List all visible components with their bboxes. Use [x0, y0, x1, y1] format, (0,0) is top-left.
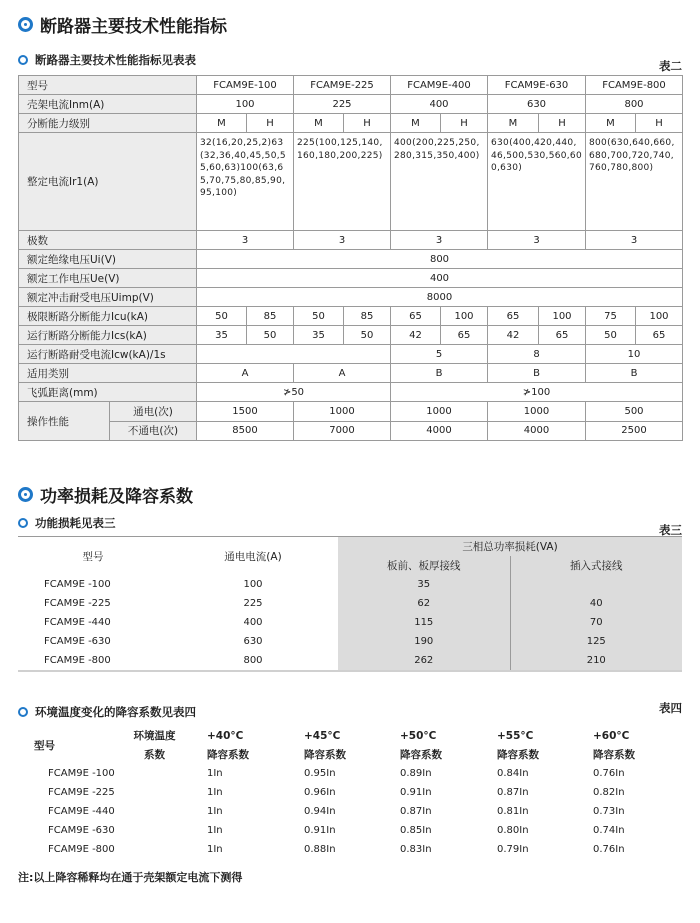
model-cell: FCAM9E -100	[44, 579, 111, 590]
footnote: 注:以上降容稀释均在通于壳架额定电流下测得	[18, 871, 243, 884]
row-label: 操作性能	[19, 402, 110, 440]
table2-label: 表二	[659, 59, 682, 73]
value-cell: 50	[344, 326, 391, 345]
power-loss-table	[18, 537, 682, 670]
row-label: 整定电流Ir1(A)	[19, 133, 197, 231]
header-factor: 降容系数	[304, 749, 346, 761]
value-cell: 1000	[488, 402, 586, 422]
value-cell: 32(16,20,25,2)63(32,36,40,45,50,55,60,63)100(63,65,70,75,80,85,90,95,100)	[197, 133, 294, 231]
value-cell: A	[197, 364, 294, 383]
circle-bullet-icon	[18, 487, 33, 502]
value-cell: 0.88In	[304, 844, 336, 855]
model-cell: FCAM9E -800	[44, 655, 111, 666]
value-cell: 65	[391, 307, 441, 326]
value-cell: 125	[510, 632, 682, 651]
value-cell: 630	[243, 636, 263, 647]
value-cell: 3	[391, 231, 488, 250]
model-cell: FCAM9E -100	[48, 768, 115, 779]
value-cell: 50	[247, 326, 294, 345]
value-cell: 65	[441, 326, 488, 345]
value-cell: M	[488, 114, 539, 133]
value-cell: 70	[510, 613, 682, 632]
table-row	[18, 651, 682, 670]
header-current: 通电电流(A)	[224, 550, 282, 563]
table-row	[19, 95, 683, 114]
table-row	[19, 114, 683, 133]
value-cell	[197, 345, 391, 364]
value-cell: 100	[539, 307, 586, 326]
section1-header	[18, 12, 227, 37]
value-cell: 4000	[391, 421, 488, 441]
header-factor: 降容系数	[400, 749, 442, 761]
row-label: 运行断路耐受电流Icw(kA)/1s	[19, 345, 197, 364]
model-cell: FCAM9E -440	[44, 617, 111, 628]
row-label: 壳架电流Inm(A)	[19, 95, 197, 114]
model-cell: FCAM9E-630	[488, 76, 586, 95]
header-corner: 系数	[144, 749, 165, 761]
value-cell: 262	[338, 651, 510, 670]
model-cell: FCAM9E -630	[44, 636, 111, 647]
value-cell: H	[539, 114, 586, 133]
table-row	[18, 632, 682, 651]
value-cell: H	[344, 114, 391, 133]
table-row	[18, 594, 682, 613]
model-cell: FCAM9E -440	[48, 806, 115, 817]
value-cell: ≯100	[391, 383, 683, 402]
model-cell: FCAM9E -225	[44, 598, 111, 609]
value-cell: 3	[197, 231, 294, 250]
header-factor: 降容系数	[593, 749, 635, 761]
value-cell: 2500	[586, 421, 683, 441]
table4-subheader	[18, 704, 196, 720]
header-model: 型号	[34, 739, 55, 752]
header-temp: +50°C	[400, 729, 437, 742]
value-cell: 0.95In	[304, 768, 336, 779]
value-cell: 85	[344, 307, 391, 326]
value-cell: M	[586, 114, 636, 133]
value-cell: 1In	[207, 768, 223, 779]
value-cell: 65	[539, 326, 586, 345]
value-cell: 630	[488, 95, 586, 114]
value-cell: 1500	[197, 402, 294, 422]
value-cell: 0.96In	[304, 787, 336, 798]
value-cell: 400	[197, 269, 683, 288]
table-row	[18, 764, 682, 783]
circle-bullet-icon	[18, 518, 28, 528]
value-cell: 75	[586, 307, 636, 326]
row-sublabel: 不通电(次)	[127, 425, 179, 438]
table-row	[19, 76, 683, 95]
value-cell: 1000	[294, 402, 391, 422]
value-cell: 42	[488, 326, 539, 345]
value-cell: 1In	[207, 787, 223, 798]
value-cell: 65	[488, 307, 539, 326]
value-cell: 210	[510, 651, 682, 670]
row-label: 飞弧距离(mm)	[19, 383, 197, 402]
value-cell: 7000	[294, 421, 391, 441]
table-row	[18, 613, 682, 632]
header-factor: 降容系数	[497, 749, 539, 761]
table3-label: 表三	[659, 523, 682, 537]
table-row	[18, 821, 682, 840]
value-cell: 800	[586, 95, 683, 114]
value-cell: 35	[294, 326, 344, 345]
value-cell: M	[391, 114, 441, 133]
value-cell: 0.94In	[304, 806, 336, 817]
table-row	[19, 288, 683, 307]
table-row	[19, 383, 683, 402]
header-corner: 环境温度	[133, 730, 176, 742]
table-row	[19, 231, 683, 250]
derating-table	[18, 726, 682, 859]
spec-table	[18, 75, 683, 441]
operation-cell	[19, 402, 197, 441]
value-cell: 400	[243, 617, 263, 628]
table3-bottom-rule	[18, 670, 682, 672]
value-cell: 0.89In	[400, 768, 432, 779]
table-row	[18, 840, 682, 859]
value-cell: 0.87In	[400, 806, 432, 817]
value-cell: 50	[586, 326, 636, 345]
value-cell: 0.74In	[593, 825, 625, 836]
section1-subtitle: 断路器主要技术性能指标见表表	[35, 53, 196, 67]
model-cell: FCAM9E-100	[197, 76, 294, 95]
table3-subheader	[18, 515, 116, 531]
value-cell: 10	[586, 345, 683, 364]
header-temp: +40°C	[207, 729, 244, 742]
table-row	[19, 307, 683, 326]
section2-header	[18, 482, 193, 507]
model-cell: FCAM9E -630	[48, 825, 115, 836]
value-cell: 50	[197, 307, 247, 326]
value-cell: 85	[247, 307, 294, 326]
value-cell: H	[441, 114, 488, 133]
row-label: 型号	[19, 76, 197, 95]
row-label: 极限断路分断能力Icu(kA)	[19, 307, 197, 326]
table3-subtitle: 功能损耗见表三	[35, 516, 116, 530]
value-cell: 225(100,125,140,160,180,200,225)	[294, 133, 391, 231]
header-temp: +55°C	[497, 729, 534, 742]
header-loss: 三相总功率损耗(VA)	[338, 537, 682, 556]
table-header-row	[18, 537, 682, 556]
table-row	[19, 269, 683, 288]
value-cell: 225	[294, 95, 391, 114]
table-row	[19, 326, 683, 345]
value-cell: B	[391, 364, 488, 383]
value-cell: 40	[510, 594, 682, 613]
header-factor: 降容系数	[207, 749, 249, 761]
table-row	[18, 575, 682, 594]
value-cell: 1In	[207, 806, 223, 817]
circle-bullet-icon	[18, 707, 28, 717]
value-cell: B	[586, 364, 683, 383]
row-label: 运行断路分断能力Ics(kA)	[19, 326, 197, 345]
circle-bullet-icon	[18, 55, 28, 65]
table-row	[19, 345, 683, 364]
value-cell: A	[294, 364, 391, 383]
value-cell: 50	[294, 307, 344, 326]
header-temp: +60°C	[593, 729, 630, 742]
value-cell: 5	[391, 345, 488, 364]
value-cell: 0.73In	[593, 806, 625, 817]
value-cell: 800	[243, 655, 263, 666]
value-cell: 42	[391, 326, 441, 345]
value-cell: 0.82In	[593, 787, 625, 798]
value-cell: 0.84In	[497, 768, 529, 779]
value-cell: B	[488, 364, 586, 383]
value-cell: 0.80In	[497, 825, 529, 836]
value-cell: 800	[197, 250, 683, 269]
value-cell: 8	[488, 345, 586, 364]
header-plugin-wiring: 插入式接线	[510, 556, 682, 575]
value-cell: 100	[197, 95, 294, 114]
value-cell: 100	[636, 307, 683, 326]
value-cell: 8000	[197, 288, 683, 307]
table-row	[19, 364, 683, 383]
value-cell: 630(400,420,440,46,500,530,560,600,630)	[488, 133, 586, 231]
row-sublabel: 通电(次)	[110, 402, 196, 422]
value-cell: 4000	[488, 421, 586, 441]
value-cell: 0.87In	[497, 787, 529, 798]
value-cell: 0.76In	[593, 768, 625, 779]
value-cell: 100	[243, 579, 263, 590]
table4-label: 表四	[659, 701, 682, 715]
table-row	[18, 802, 682, 821]
value-cell: 0.79In	[497, 844, 529, 855]
model-cell: FCAM9E-800	[586, 76, 683, 95]
row-label: 额定绝缘电压Ui(V)	[19, 250, 197, 269]
section1-subheader	[18, 52, 196, 68]
value-cell: H	[636, 114, 683, 133]
model-cell: FCAM9E -225	[48, 787, 115, 798]
value-cell: 8500	[197, 421, 294, 441]
table-header-row	[18, 745, 682, 764]
value-cell: 1000	[391, 402, 488, 422]
value-cell: 0.81In	[497, 806, 529, 817]
row-label: 分断能力级别	[19, 114, 197, 133]
section1-title: 断路器主要技术性能指标	[40, 17, 227, 37]
circle-bullet-icon	[18, 17, 33, 32]
table-header-row	[18, 726, 682, 745]
header-model: 型号	[82, 550, 104, 563]
value-cell: M	[294, 114, 344, 133]
value-cell: H	[247, 114, 294, 133]
value-cell: 35	[197, 326, 247, 345]
value-cell: 0.83In	[400, 844, 432, 855]
value-cell: 1In	[207, 825, 223, 836]
value-cell: 100	[441, 307, 488, 326]
value-cell: 400	[391, 95, 488, 114]
model-cell: FCAM9E-400	[391, 76, 488, 95]
model-cell: FCAM9E-225	[294, 76, 391, 95]
row-label: 适用类别	[19, 364, 197, 383]
value-cell: 225	[243, 598, 263, 609]
value-cell: 3	[488, 231, 586, 250]
value-cell: 190	[338, 632, 510, 651]
table-row	[19, 133, 683, 231]
value-cell: 3	[294, 231, 391, 250]
row-label: 极数	[19, 231, 197, 250]
header-temp: +45°C	[304, 729, 341, 742]
value-cell: 3	[586, 231, 683, 250]
row-label: 额定工作电压Ue(V)	[19, 269, 197, 288]
value-cell: 0.91In	[304, 825, 336, 836]
value-cell: 500	[586, 402, 683, 422]
table4-subtitle: 环境温度变化的降容系数见表四	[35, 705, 196, 719]
table-row	[18, 783, 682, 802]
value-cell: 0.85In	[400, 825, 432, 836]
value-cell: 800(630,640,660,680,700,720,740,760,780,800)	[586, 133, 683, 231]
value-cell: M	[197, 114, 247, 133]
model-cell: FCAM9E -800	[48, 844, 115, 855]
value-cell: 0.76In	[593, 844, 625, 855]
value-cell: 115	[338, 613, 510, 632]
value-cell: 400(200,225,250,280,315,350,400)	[391, 133, 488, 231]
value-cell: 35	[338, 575, 510, 594]
value-cell: 1In	[207, 844, 223, 855]
value-cell: 0.91In	[400, 787, 432, 798]
table-row	[19, 250, 683, 269]
header-front-wiring: 板前、板厚接线	[338, 556, 510, 575]
value-cell: 65	[636, 326, 683, 345]
table-row	[19, 402, 683, 422]
row-label: 额定冲击耐受电压Uimp(V)	[19, 288, 197, 307]
value-cell: 62	[338, 594, 510, 613]
value-cell	[510, 575, 682, 594]
section2-title: 功率损耗及降容系数	[40, 487, 193, 507]
value-cell: ≯50	[197, 383, 391, 402]
